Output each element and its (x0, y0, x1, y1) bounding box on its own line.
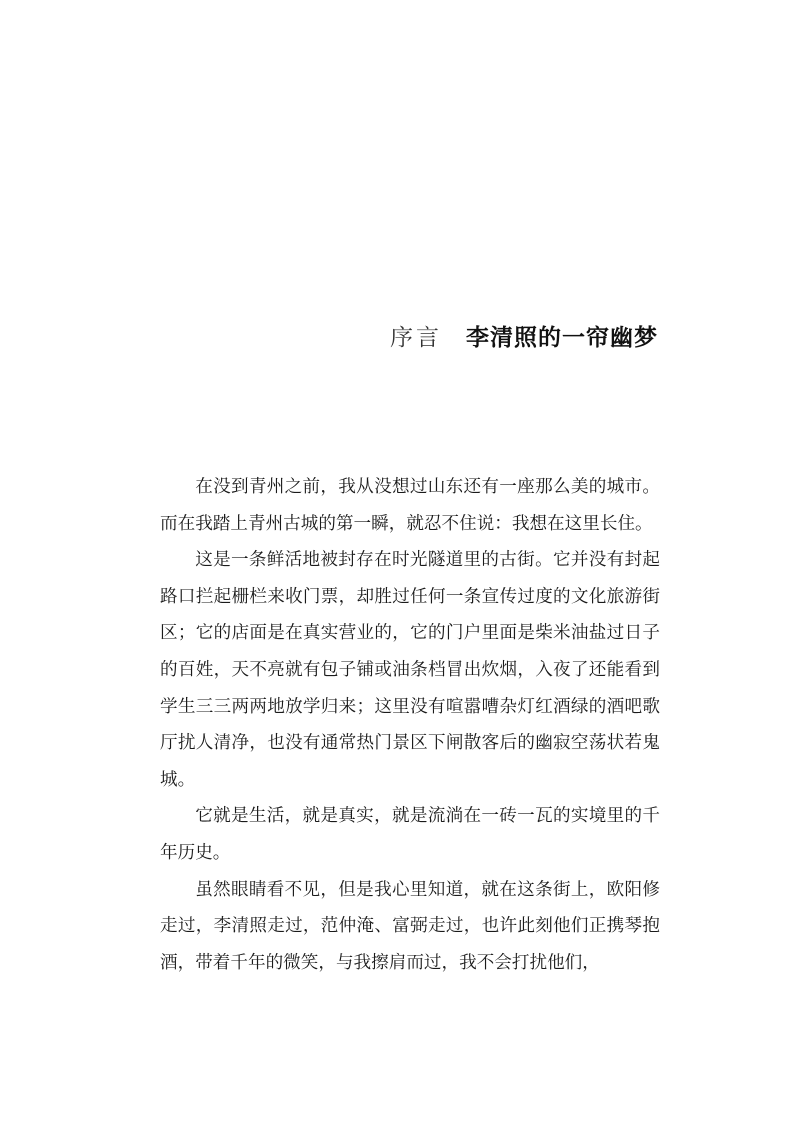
paragraph: 在没到青州之前，我从没想过山东还有一座那么美的城市。而在我踏上青州古城的第一瞬，就忍不住说：我想在这里长住。 (160, 477, 660, 534)
chapter-title: 李清照的一帘幽梦 (466, 324, 658, 351)
body-text (160, 469, 660, 981)
chapter-prefix: 序言 (390, 325, 442, 351)
paragraph: 它就是生活，就是真实，就是流淌在一砖一瓦的实境里的千年历史。 (160, 806, 660, 863)
paragraph: 虽然眼睛看不见，但是我心里知道，就在这条街上，欧阳修走过，李清照走过，范仲淹、富弼走过，也许此刻他们正携琴抱酒，带着千年的微笑，与我擦肩而过，我不会打扰他们， (160, 879, 660, 973)
chapter-heading (390, 322, 658, 354)
paragraph: 这是一条鲜活地被封存在时光隧道里的古街。它并没有封起路口拦起栅栏来收门票，却胜过任何一条宣传过度的文化旅游街区；它的店面是在真实营业的，它的门户里面是柴米油盐过日子的百姓，天不亮就有包子铺或油条档冒出炊烟，入夜了还能看到学生三三两两地放学归来；这里没有喧嚣嘈杂灯红酒绿的酒吧歌厅扰人清净，也没有通常热门景区下闸散客后的幽寂空荡状若鬼城。 (160, 550, 660, 790)
